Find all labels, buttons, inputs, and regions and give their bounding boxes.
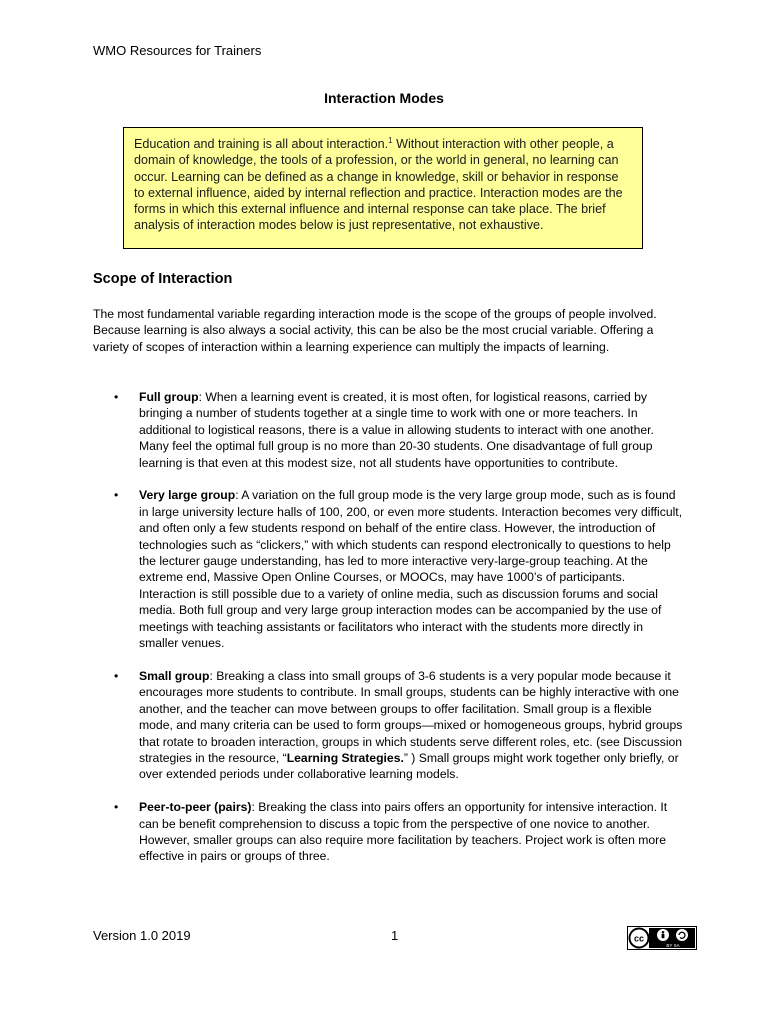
creative-commons-license-icon: [627, 926, 697, 950]
page-number: 1: [391, 928, 399, 943]
resource-reference: Learning Strategies.: [286, 750, 404, 765]
page-title: Interaction Modes: [324, 90, 444, 106]
bullet-icon: •: [114, 668, 119, 683]
footer-version: Version 1.0 2019: [93, 928, 191, 943]
bullet-icon: •: [114, 488, 119, 503]
callout-text-part1: Education and training is all about interaction.: [134, 137, 389, 151]
list-item-peer-to-peer: [93, 799, 683, 865]
list-item-small-group: [93, 668, 683, 783]
item-text-after: ” ) Small groups might work together only briefly, or over extended periods under collaborative learning models.: [139, 750, 679, 782]
bullet-icon: •: [114, 390, 119, 404]
bullet-icon: •: [114, 800, 119, 815]
license-label: BY SA: [666, 943, 680, 948]
list-item-very-large-group: [93, 487, 683, 651]
item-text: : Breaking a class into small groups of 3-6 students is a very popular mode because it encourages more students to contribute. In small groups, students can be highly interactive with one another, and the teacher can move between groups to offer facilitation. Small group is a flexible mode, and many criteria can be used to form groups—mixed or homogeneous groups, hybrid groups that rotate to broaden interaction, groups in which students serve different roles, etc. (see Discussion strategies in the resource, “: [139, 668, 683, 765]
running-header: WMO Resources for Trainers: [93, 43, 262, 58]
item-text: : Breaking the class into pairs offers an opportunity for intensive interaction. It can be benefit comprehension to discuss a topic from the perspective of one novice to another. However, smaller groups can also require more facilitation by teachers. Project work is often more effective in pairs or groups of three.: [139, 800, 668, 864]
section-intro-paragraph: The most fundamental variable regarding interaction mode is the scope of the groups of people involved. Because learning is also always a social activity, this can be also be the most crucial variable. Offering a variety of scopes of interaction within a learning experience can multiply the impacts of learning.: [93, 307, 657, 354]
item-term: Peer-to-peer (pairs): [139, 800, 252, 815]
item-text: : A variation on the full group mode is the very large group mode, such as is found in large university lecture halls of 100, 200, or even more students. Interaction becomes very difficult, and often only a few students respond on behalf of the entire class. However, the introduction of technologies such as “clickers,” with which students can respond electronically to questions to help the lecturer gauge understanding, has led to more interactive very-large-group teaching. At the extreme end, Massive Open Online Courses, or MOOCs, may have 1000’s of participants. Interaction is still possible due to a variety of online media, such as discussion forums and social media. Both full group and very large group interaction modes can be accompanied by the use of meetings with teaching assistants or facilitators who interact with the students more directly in smaller venues.: [139, 488, 683, 651]
interaction-modes-list: [93, 389, 683, 881]
footnote-ref[interactable]: 1: [388, 135, 393, 145]
item-term: Full group: [139, 390, 199, 404]
list-item-full-group: [93, 389, 683, 471]
item-text: : When a learning event is created, it is most often, for logistical reasons, carried by bringing a number of students together at a single time to work with one or more teachers. In additional to logistical reasons, there is a value in allowing students to interact with one another. Many feel the optimal full group is no more than 20-30 students. One disadvantage of full group learning is that even at this modest size, not all students have opportunities to contribute.: [139, 390, 654, 470]
svg-text:cc: cc: [633, 933, 645, 944]
item-term: Very large group: [139, 488, 236, 503]
item-term: Small group: [139, 668, 210, 683]
intro-callout-box: [123, 127, 643, 249]
section-heading: Scope of Interaction: [93, 271, 233, 287]
callout-text-part2: Without interaction with other people, a domain of knowledge, the tools of a profession, or the world in general, no learning can occur. Learning can be defined as a change in knowledge, skill or behavior in response to external influence, aided by internal reflection and practice. Interaction modes are the forms in which this external influence and internal response can take place. The brief analysis of interaction modes below is just representative, not exhaustive.: [134, 137, 623, 233]
